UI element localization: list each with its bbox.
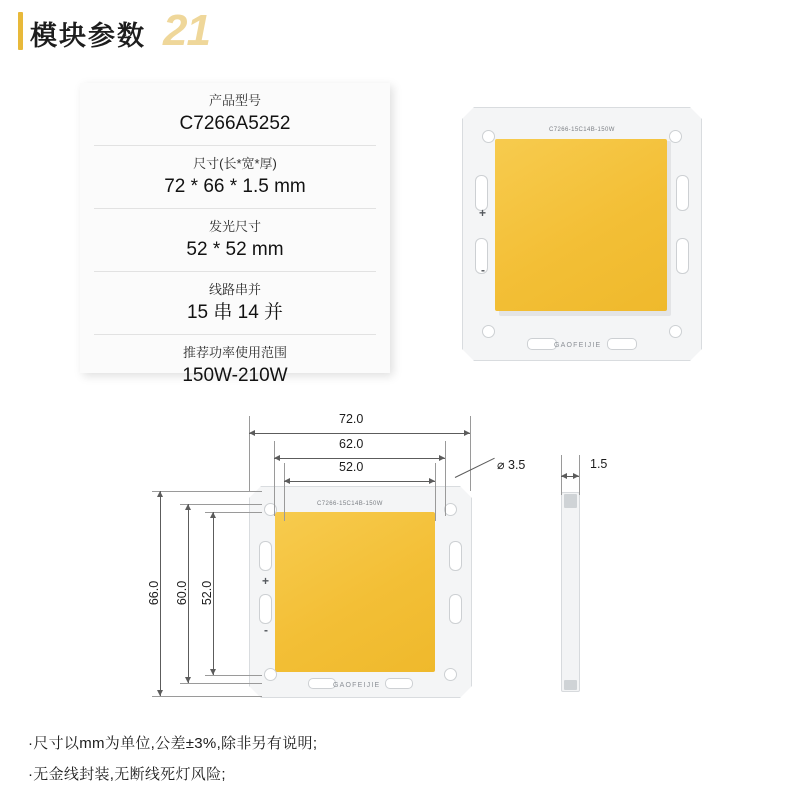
extension-line — [284, 463, 285, 521]
note-line: ·无金线封装,无断线死灯风险; — [28, 766, 226, 783]
dimension-label-height-mid: 60.0 — [175, 580, 190, 606]
mounting-slot-icon — [449, 541, 462, 571]
mounting-slot-icon — [676, 175, 689, 211]
spec-row — [94, 146, 376, 209]
mounting-slot-icon — [607, 338, 637, 350]
mounting-slot-icon — [676, 238, 689, 274]
screw-hole-icon — [264, 668, 277, 681]
spec-value: 15 串 14 并 — [186, 302, 284, 323]
extension-line — [152, 696, 262, 697]
spec-label: 尺寸(长*宽*厚) — [193, 156, 277, 171]
spec-label: 产品型号 — [208, 93, 261, 108]
phosphor-surface — [275, 512, 435, 672]
screw-hole-icon — [669, 325, 682, 338]
arrow-icon — [274, 455, 280, 461]
extension-line — [470, 416, 471, 491]
corner-cut-icon — [450, 349, 474, 373]
cob-substrate — [462, 107, 702, 361]
leader-line-hole — [455, 458, 495, 478]
arrow-icon — [284, 478, 290, 484]
cob-part-code: C7266-15C14B-150W — [549, 127, 615, 133]
page-header — [0, 0, 790, 68]
spec-value: 52 * 52 mm — [186, 239, 284, 260]
corner-cut-icon — [690, 95, 714, 119]
cob-module-photo — [462, 107, 700, 359]
cob-brand-label: GAOFEIJIE — [333, 682, 381, 689]
spec-row — [94, 83, 376, 146]
extension-line — [445, 441, 446, 516]
header-accent-bar — [18, 12, 23, 50]
mounting-slot-icon — [449, 594, 462, 624]
mounting-slot-icon — [259, 594, 272, 624]
side-view-profile — [561, 492, 580, 692]
drawing-front-view — [249, 486, 470, 696]
arrow-icon — [210, 512, 216, 518]
side-view-top-pad — [564, 494, 577, 508]
corner-cut-icon — [460, 474, 484, 498]
spec-table — [94, 83, 376, 397]
arrow-icon — [157, 491, 163, 497]
screw-hole-icon — [482, 325, 495, 338]
arrow-icon — [573, 473, 579, 479]
spec-value: 72 * 66 * 1.5 mm — [164, 176, 306, 197]
cob-brand-label: GAOFEIJIE — [554, 342, 602, 349]
arrow-icon — [249, 430, 255, 436]
corner-cut-icon — [690, 349, 714, 373]
spec-label: 推荐功率使用范围 — [182, 345, 287, 360]
extension-line — [180, 504, 262, 505]
page-number-watermark: 21 — [163, 6, 210, 55]
page-title: 模块参数 — [30, 21, 146, 51]
arrow-icon — [157, 690, 163, 696]
spec-label: 线路串并 — [208, 282, 261, 297]
dimension-line-width-inner — [284, 481, 435, 482]
dimension-label-hole-diameter: ⌀ 3.5 — [497, 458, 526, 472]
corner-cut-icon — [237, 686, 261, 710]
phosphor-surface — [495, 139, 667, 311]
screw-hole-icon — [444, 668, 457, 681]
corner-cut-icon — [460, 686, 484, 710]
cob-part-code: C7266-15C14B-150W — [317, 501, 383, 507]
positive-terminal-label: + — [479, 206, 487, 220]
negative-terminal-label: - — [481, 263, 485, 277]
mounting-slot-icon — [527, 338, 557, 350]
mounting-slot-icon — [385, 678, 413, 689]
spec-row — [94, 209, 376, 272]
dimension-label-width-mid: 62.0 — [339, 437, 364, 451]
screw-hole-icon — [264, 503, 277, 516]
mounting-slot-icon — [308, 678, 336, 689]
dimension-label-thickness: 1.5 — [590, 457, 608, 471]
arrow-icon — [210, 669, 216, 675]
screw-hole-icon — [482, 130, 495, 143]
extension-line — [205, 675, 262, 676]
dimension-label-width-inner: 52.0 — [339, 460, 364, 474]
dimension-label-width-outer: 72.0 — [339, 412, 364, 426]
dimension-label-height-outer: 66.0 — [147, 580, 162, 606]
extension-line — [152, 491, 262, 492]
arrow-icon — [561, 473, 567, 479]
extension-line — [579, 455, 580, 495]
extension-line — [249, 416, 250, 491]
extension-line — [435, 463, 436, 521]
side-view-bottom-pad — [564, 680, 577, 690]
negative-terminal-label: - — [264, 623, 268, 637]
spec-label: 发光尺寸 — [208, 219, 261, 234]
arrow-icon — [185, 504, 191, 510]
screw-hole-icon — [669, 130, 682, 143]
mounting-slot-icon — [259, 541, 272, 571]
extension-line — [180, 683, 262, 684]
arrow-icon — [429, 478, 435, 484]
technical-drawing — [0, 395, 790, 715]
arrow-icon — [185, 677, 191, 683]
spec-value: C7266A5252 — [179, 113, 291, 134]
extension-line — [274, 441, 275, 516]
corner-cut-icon — [450, 95, 474, 119]
arrow-icon — [464, 430, 470, 436]
dimension-line-width-mid — [274, 458, 445, 459]
spec-value: 150W-210W — [182, 365, 288, 386]
notes-section — [28, 728, 768, 790]
spec-card — [80, 83, 390, 386]
cob-substrate — [249, 486, 472, 698]
spec-row — [94, 335, 376, 397]
positive-terminal-label: + — [262, 574, 270, 588]
arrow-icon — [439, 455, 445, 461]
note-line: ·尺寸以mm为单位,公差±3%,除非另有说明; — [28, 735, 318, 752]
dimension-line-width-outer — [249, 433, 470, 434]
dimension-label-height-inner: 52.0 — [200, 580, 215, 606]
spec-row — [94, 272, 376, 335]
